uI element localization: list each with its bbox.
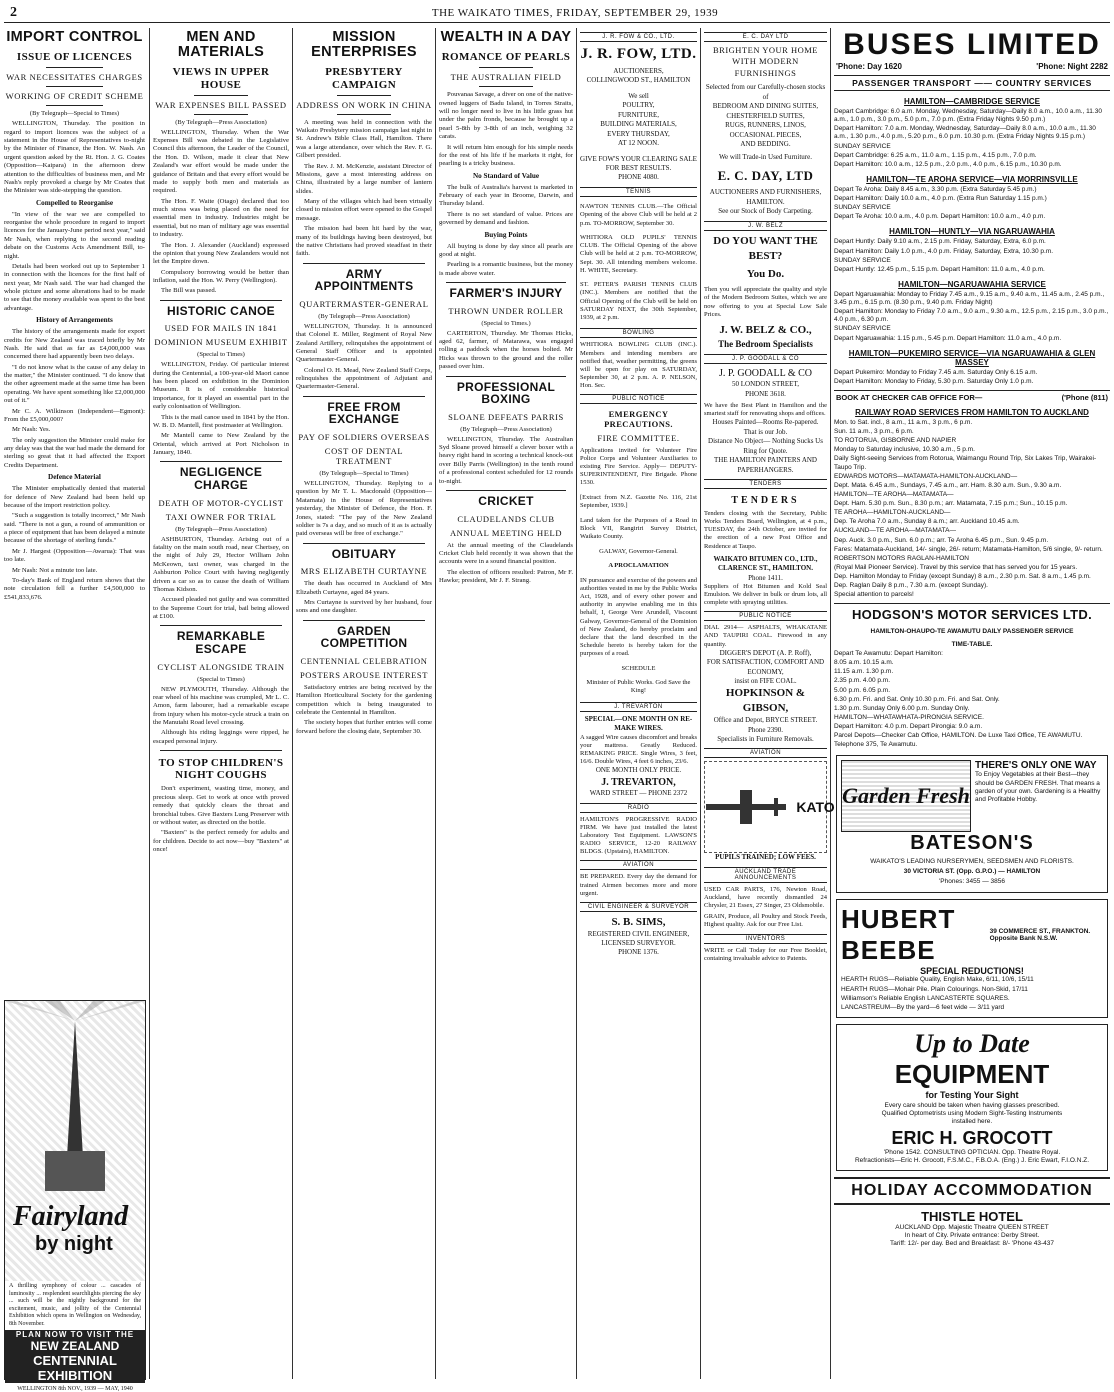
article-body: WELLINGTON, Thursday. Replying to a question by Mr T. L. Macdonald (Opposition—Matamata) in the House of Representatives yesterday, the Minister of Defence, the Hon. F. Jones, stated: "The pay of the New Zealand soldier is 7s a day, and so much of it as is actually paid overseas will be free of exchange." (296, 480, 432, 538)
timetable-line: Mon. to Sat. incl., 8 a.m., 11 a.m., 3 p.m., 6 p.m. (834, 418, 973, 426)
thistle-address: AUCKLAND Opp. Majestic Theatre QUEEN STREET (895, 1223, 1049, 1231)
route-list (834, 97, 1110, 386)
thistle-detail: In heart of City. Private entrance: Derby Street. (904, 1231, 1040, 1239)
aviation-ad: BE PREPARED. Every day the demand for trained Airmen becomes more and more urgent. (580, 873, 697, 897)
timetable-line: Monday to Saturday inclusive, 10.30 a.m., 5 p.m. (834, 446, 975, 454)
article-body: WELLINGTON, Thursday. When the War Expenses Bill was debated in the Legislative Council this afternoon, the Leader of the Council, the Hon. D. Wilson, made it clear that New Zealand's war effort would be made under the guidance of Britain and that every effort would be made to supply both men and materials as required. The Hon. F. Waite (Otago) declared that too much stress was being placed on the need for essential men in industry. Industries might be essential, but no man of military age was essential to industry. The Hon. J. Alexander (Auckland) expressed the opinion that young New Zealanders would not let the Empire down. Compulsory borrowing would be better than inflation, said the Hon. W. Perry (Wellington). The Bill was passed. (153, 128, 289, 295)
article-body: WELLINGTON, Thursday. It is announced that Colonel E. Miller, Regiment of Royal New Zealand Artillery, relinquishes the appointment of General Staff Officer and is appointed Quartermaster-General. Colonel O. H. Mead, New Zealand Staff Corps, relinquishes the appointment of Adjutant and Quartermaster-General. (296, 322, 432, 391)
route-line: Depart Huntly: Daily 9.10 a.m., 2.15 p.m. Friday, Saturday, Extra, 6.0 p.m. (834, 238, 1046, 246)
route-line: Depart Ngaruawahia: 1.15 p.m., 5.45 p.m. Depart Hamilton: 11.0 a.m., 4.0 p.m. (834, 334, 1062, 342)
bowling-notice: WHITIORA BOWLING CLUB (INC.). Members and intending members are notified that, weather permitting, the greens will be open for play on SATURDAY, September 30, at 2 p.m. A. P. NELSON, Hon. Sec. (580, 341, 697, 390)
timetable-line: (Royal Mail Pioneer Service). Travel by this service that has served you for 15 years. (834, 563, 1078, 571)
section-label: AUCKLAND TRADE ANNOUNCEMENTS (704, 867, 827, 883)
ad-label: J. R. FOW & CO., LTD. (580, 32, 697, 42)
fow-ad: AUCTIONEERS, COLLINGWOOD ST., HAMILTON We sell POULTRY, FURNITURE, BUILDING MATERIALS, EVERY THURSDAY, AT 12 NOON. GIVE FOW'S YOUR CLEARING SALE FOR BEST RESULTS. PHONE 4080. (580, 67, 697, 182)
timetable-line: AUCKLAND—TE AROHA—MATAMATA— (834, 527, 956, 535)
column-import-control (4, 28, 145, 993)
column-rule (149, 28, 150, 1379)
section-label: TENDERS (704, 479, 827, 489)
subheadline: PAY OF SOLDIERS OVERSEAS (298, 432, 430, 442)
searchlight-tower-icon (5, 1001, 145, 1201)
timetable-line: Sun. 11 a.m., 3 p.m., 6 p.m. (834, 428, 914, 435)
subheadline: ROMANCE OF PEARLS (441, 51, 571, 64)
ad-label: J. W. BELZ (704, 221, 827, 231)
airplane-illustration: KATO (704, 761, 827, 853)
headline: TO STOP CHILDREN'S NIGHT COUGHS (158, 757, 284, 782)
timetable-line: Dep. Auck. 3.0 p.m., Sun. 6.0 p.m.; arr. Te Aroha 6.45 p.m., Sun. 9.45 p.m. (834, 536, 1049, 544)
route-title: HAMILTON—NGARUAWAHIA SERVICE (898, 279, 1046, 289)
route-line: Depart Hamilton: Monday to Friday, 5.30 p.m. Saturday Only 1.0 p.m. (834, 377, 1034, 385)
timetable-line: Depart Hamilton: 4.0 p.m. Depart Pirongia: 9.0 a.m. (834, 723, 983, 731)
credit-line: (Special to Times) (197, 351, 245, 359)
tennis-notices: NAWTON TENNIS CLUB.—The Official Opening of the above Club will be held at 2 p.m. TO-MORROW, September 30. WHITIORA OLD PUPILS' TENNIS CLUB. The Official Opening of the above Club will be held at 2 p.m. TO-MORROW, Sept. 30. All intending members welcome. H. WHITE, Secretary. ST. PETER'S PARISH TENNIS CLUB (INC.). Members are notified that the Official Opening of the Club will be held on SATURDAY NEXT, the 30th September, 1939, at 2 p.m. (580, 203, 697, 321)
bateson-ad: Garden Fresh THERE'S ONLY ONE WAY To Enjoy Vegetables at their Best—they should be GARDEN FRESH. That means a garden of your own. Gardening is a Healthy and Profitable Hobby. BATESON'S WAIKATO'S LEADING NURSERYMEN, SEEDSMEN AND FLORISTS. 30 VICTORIA ST. (Opp. G.P.O.) — HAMILTON 'Phones: 3455 — 3856 (836, 755, 1108, 893)
article-body: Satisfactory entries are being received by the Hamilton Horticultural Society for the gardening competition which is being inaugurated to celebrate the Centennial in Hamilton. The society hopes that further entries will come forward before the closing date, September 30. (296, 683, 432, 735)
credit-line: (By Telegraph—Press Association) (175, 118, 267, 126)
subheadline: CENTENNIAL CELEBRATION (300, 655, 428, 666)
headline: GARDEN COMPETITION (320, 623, 408, 651)
subheadline: ADDRESS ON WORK IN CHINA (296, 99, 432, 110)
column-buses-and-ads (834, 28, 1110, 1379)
hodgson-subtitle: HAMILTON-OHAUPO-TE AWAMUTU DAILY PASSENGER SERVICE (870, 628, 1074, 636)
ad-label: J. P. GOODALL & CO (704, 354, 827, 364)
thistle-hotel: THISTLE HOTEL (921, 1208, 1023, 1224)
article-body: ASHBURTON, Thursday. Arising out of a fatality on the main south road, near Chertsey, on the night of July 29, Hector William John McKeown, taxi owner, was charged in the Ashburton Police Court with having negligently driven a car so as to cause the death of William Thomas Kidson. Accused pleaded not guilty and was committed to the Supreme Court for trial, bail being allowed at £100. (153, 535, 289, 621)
route-line: Depart Hamilton: Daily 10.0 a.m., 4.0 p.m. (Extra Run Saturday 1.15 p.m.) (834, 195, 1047, 202)
route-line: Depart Cambridge: 6.25 a.m., 11.0 a.m., 1.15 p.m., 4.15 p.m., 7.0 p.m. (834, 151, 1037, 159)
timetable-line: Special attention to parcels! (834, 591, 914, 599)
timetable-line: Dept. Ham. 5.30 p.m. Sun., 8.30 p.m.; arr. Matamata, 7.15 p.m.; Sun., 10.15 p.m. (834, 500, 1068, 507)
route-line: SUNDAY SERVICE (834, 325, 891, 333)
subheadline: THROWN UNDER ROLLER (448, 305, 564, 316)
route-line: SUNDAY SERVICE (834, 204, 891, 212)
garden-fresh-logo: Garden Fresh (841, 760, 971, 832)
article-body: The death has occurred in Auckland of Mrs Elizabeth Curtayne, aged 84 years. Mrs Curtayne is survived by her husband, four sons and one daughter. (296, 580, 432, 615)
timetable-line: Parcel Depots—Checker Cab Office, HAMILTON. De Luxe Taxi Office, TE AWAMUTU. (834, 732, 1083, 740)
tenders-body: Tenders closing with the Secretary, Public Works Tenders Board, Wellington, at 4 p.m., TUESDAY, the 24th October, are invited for the erection of a new Post Office and Residence at Taupo. (704, 510, 827, 550)
subheadline: DOMINION MUSEUM EXHIBIT (154, 337, 288, 348)
by-night-title: by night (35, 1233, 113, 1255)
subheadline: VIEWS IN UPPER HOUSE (172, 66, 270, 91)
ad-label: E. C. DAY LTD (704, 32, 827, 42)
timetable-line: Fares: Matamata-Auckland, 14/- single, 26/- return; Matamata-Hamilton, 5/6 single, 9/- return. (834, 545, 1103, 553)
timetable-line: 8.05 a.m. 10.15 a.m. (834, 659, 894, 667)
belz-ad: DO YOU WANT THE BEST? You Do. Then you will appreciate the quality and style of the Modern Bedroom Suites, which we are now offering to you at Special Low Sale Prices. J. W. BELZ & CO., The Bedroom Specialists (704, 234, 827, 349)
column-rule (830, 28, 831, 1379)
headline: ARMY APPOINTMENTS (314, 266, 414, 294)
timetable-line: Williamson's Reliable English LANCASTERTE SQUARES. (841, 994, 1010, 1002)
credit-line: (By Telegraph—Press Association) (175, 525, 267, 533)
credit-line: (By Telegraph—Press Association) (318, 312, 410, 320)
fow-name: J. R. FOW, LTD. (580, 46, 697, 62)
grocott-optician-ad: Up to Date EQUIPMENT for Testing Your Sight Every care should be taken when having glasses prescribed. Qualified Optometrists using Modern Sight-Testing Instruments installed here. ERIC H. GROCOTT 'Phone 1542. CONSULTING OPTICIAN. Opp. Theatre Royal. Refractionists—Eric H. Grocott, F.S.M.C., F.B.O.A. (Eng.) J. Eric Ewart, F.I.O.N.Z. (836, 1024, 1108, 1171)
timetable-line: HEARTH RUGS—Reliable Quality, English Make, 6/11, 10/6, 15/11 (841, 976, 1034, 984)
hodgson-timetable-label: TIME-TABLE. (951, 641, 993, 649)
timetable-line: EDWARDS MOTORS—MATAMATA-HAMILTON-AUCKLAND— (834, 472, 1018, 480)
route-line: Depart Pukemiro: Monday to Friday 7.45 a.m. Saturday Only 6.15 a.m. (834, 368, 1038, 376)
notice-body: Applications invited for Volunteer Fire Police Corps and Volunteer Auxiliaries to existing Fire Service. Apply— DEPUTY-SUPERINTENDENT, Fire Brigade. Phone 1530. (580, 446, 697, 487)
subheadline: CLAUDELANDS CLUB (457, 513, 555, 524)
credit-line: (Special to Times.) (481, 319, 531, 327)
timetable-line: 5.00 p.m. 6.05 p.m. (834, 686, 891, 694)
subheadline: DEATH OF MOTOR-CYCLIST (158, 497, 284, 508)
route-line: SUNDAY SERVICE (834, 142, 891, 150)
headline: CRICKET (478, 493, 534, 508)
fairyland-title: Fairyland (13, 1201, 129, 1232)
subheadline: PRESBYTERY CAMPAIGN (325, 66, 403, 91)
article-body: NEW PLYMOUTH, Thursday. Although the rear wheel of his machine was crumpled, Mr L. C. Amon, farm labourer, had a remarkable escape from injury when his motor-cycle struck a train on the Manutahi Road level crossing. Although his riding leggings were ripped, he escaped personal injury. (153, 685, 289, 745)
subheadline: POSTERS AROUSE INTEREST (299, 669, 429, 680)
hopkinson-ad: FOR SATISFACTION, COMFORT AND ECONOMY, insist on FIFE COAL. HOPKINSON & GIBSON, Office and Depot, BRYCE STREET. Phone 2390. Specialists in Furniture Removals. (706, 658, 825, 744)
civil-engineer-ad: S. B. SIMS, REGISTERED CIVIL ENGINEER, LICENSED SURVEYOR. PHONE 1376. (587, 915, 690, 957)
ad-label: J. TREVARTON (580, 702, 697, 712)
section-label: INVENTORS (704, 934, 827, 944)
tenders-title: TENDERS (731, 495, 800, 507)
route-line: Depart Hamilton: Daily 1.0 p.m., 4.0 p.m. Friday, Saturday, Extra, 10.30 p.m. (834, 247, 1054, 255)
headline: NEGLIGENCE CHARGE (179, 465, 263, 493)
timetable-line: Telephone 375, Te Awamutu. (834, 741, 918, 749)
section-label: BOWLING (580, 328, 697, 338)
checker-cab: BOOK AT CHECKER CAB OFFICE FOR— ('Phone (811) (836, 392, 1108, 402)
timetable-line: Dep. Hamilton Monday to Friday (except Sunday) 8 a.m., 2.30 p.m. Sat. 8 a.m., 1.45 p.m. (834, 573, 1091, 580)
digger-depot: DIGGER'S DEPOT (A. P. Roff), (719, 648, 812, 657)
timetable-line: Depart Te Awamutu: Depart Hamilton: (834, 650, 943, 658)
route-line: Depart Cambridge: 6.0 a.m. Monday, Wednesday, Saturday—Daily 8.0 a.m., 10.0 a.m., 11.30 a.m., 1.0 p.m., 3.0 p.m., 5.0 p.m., 7.0 p.m. (Extra Friday Nights 9.50 p.m.) (834, 108, 1102, 124)
route-line: Depart Te Aroha: 10.0 a.m., 4.0 p.m. Depart Hamilton: 10.0 a.m., 4.0 p.m. (834, 213, 1046, 221)
notice-title: EMERGENCY PRECAUTIONS. (604, 409, 673, 429)
subheadline: ISSUE OF LICENCES (16, 51, 133, 64)
timetable-line: HAMILTON—TE AROHA—MATAMATA— (834, 490, 954, 498)
timetable-line: TO ROTORUA, GISBORNE AND NAPIER (834, 437, 957, 445)
trevarton-ad: SPECIAL—ONE MONTH ON RE-MAKE WIRES. A sagged Wire causes discomfort and breaks your mattress. Greatly Reduced. REMAKING PRICE. Single Wires, 3 feet, 16/6. Double Wires, 4 feet 6 inches, 23/6. ONE MONTH ONLY PRICE. J. TREVARTON, WARD STREET — PHONE 2372 (580, 715, 697, 798)
credit-line: (By Telegraph—Special to Times) (319, 470, 409, 477)
timetable-line: Dept. Mata. 6.45 a.m., Sundays, 7.45 a.m., arr. Ham. 8.30 a.m. Sun., 9.30 a.m. (834, 481, 1062, 489)
subheadline: CYCLIST ALONGSIDE TRAIN (157, 661, 285, 672)
rail-road-header: RAILWAY ROAD SERVICES FROM HAMILTON TO AUCKLAND (855, 407, 1089, 417)
exhibition-banner: PLAN NOW TO VISIT THE NEW ZEALAND CENTENNIAL EXHIBITION (5, 1330, 145, 1383)
dial-notice: DIAL 2914— ASPHALTS, WHAKATANE AND TAUPIRI COAL. Firewood in any quantity. (704, 624, 827, 648)
timetable-line: ROBERTSON MOTORS RAGLAN-HAMILTON (834, 554, 969, 562)
article-body: A meeting was held in connection with the Waikato Presbytery mission campaign last night in St. Andrew's Bible Class Hall, Hamilton. There was a large attendance, over which the Rev. F. G. Gilbert presided. The Rev. J. M. McKenzie, assistant Director of Missions, gave a most interesting address on China, illustrated by a large number of lantern slides. Many of the villages which had been virtually closed to mission effort were opened to the Gospel message. The mission had been hit hard by the war, many of its buildings having been destroyed, but the native Christians had proved steadfast in their faith. (296, 118, 432, 258)
subheadline: COST OF DENTAL TREATMENT (324, 446, 404, 466)
section-label: AVIATION (580, 860, 697, 870)
route-line: Depart Hamilton: Monday to Friday 7.0 a.m., 9.0 a.m., 9.30 a.m., 12.5 p.m., 2.15 p.m., 3.0 p.m., 4.0 p.m., 6.30 p.m. (834, 308, 1109, 324)
goodall-ad: J. P. GOODALL & CO 50 LONDON STREET, PHONE 3618. We have the Best Plant in Hamilton and the smartest staff for renovating shops and offices. Houses Painted—Rooms Re-papered. That is our Job. Distance No Object— Nothing Sucks Us Ring for Quote. THE HAMILTON PAINTERS AND PAPERHANGERS. (704, 367, 827, 474)
subheadline: WORKING OF CREDIT SCHEME (5, 91, 144, 102)
section-label: AVIATION (704, 748, 827, 758)
headline: MISSION ENTERPRISES (311, 29, 417, 61)
headline: PROFESSIONAL BOXING (456, 379, 556, 407)
hodgson-title: HODGSON'S MOTOR SERVICES LTD. (851, 607, 1093, 623)
article-body: Don't experiment, wasting time, money, and precious sleep. Get to work at once with proved remedy that quickly clears the throat and bronchial tubes. Give Baxters Lung Preserver with or without water, as directed on the bottle. "Baxters" is the perfect remedy for adults and for children. Decide to act now—buy "Baxters" at once! (153, 785, 289, 854)
route-line: Depart Hamilton: 10.0 a.m., 12.5 p.m., 2.0 p.m., 4.0 p.m., 6.15 p.m., 10.30 p.m. (834, 160, 1062, 168)
timetable-line: TE AROHA—HAMILTON-AUCKLAND— (834, 509, 951, 517)
inventors-ad: WRITE or Call Today for our Free Booklet, containing invaluable advice to Patents. (704, 946, 827, 962)
timetable-line: 1.30 p.m. Sunday Only 6.00 p.m. Sunday Only. (834, 704, 970, 712)
headline: OBITUARY (331, 546, 397, 561)
credit-line: (Special to Times) (197, 675, 245, 683)
headline: FARMER'S INJURY (449, 286, 563, 301)
fairyland-exhibition-ad (4, 1000, 146, 1392)
column-rule (700, 28, 701, 1379)
section-label: PUBLIC NOTICE (580, 394, 697, 404)
article-body: At the annual meeting of the Claudelands Cricket Club held recently it was shown that the accounts were in a sound financial position. The election of officers resulted: Patron, Mr F. Hawke; president, Mr J. F. Strang. (439, 541, 573, 585)
subheadline: ANNUAL MEETING HELD (449, 527, 563, 538)
section-label: CIVIL ENGINEER & SURVEYOR (580, 902, 697, 912)
subheadline: QUARTERMASTER-GENERAL (299, 298, 429, 309)
credit-line: (By Telegraph—Special to Times) (29, 110, 120, 118)
article-body: WELLINGTON, Thursday. The position in regard to import licences was the subject of a statement in the House of Representatives to-night by the Minister of Finance, the Hon. W. Nash. An urgent question asked by the Rt. Hon. J. G. Coates (Opposition—Kaipara) in the afternoon drew attention to the difficulties of business men, and Mr Nash's reply provoked a charge by Mr Coates that the Minister was side-stepping the question. Compelled to Reorganise "In view of the war we are compelled to reorganise the whole procedure in regard to import licences for the January-June period next year," said Mr Nash, when replying to the second reading debate on the Customs Acts Amendment Bill, to-night. Details had been worked out up to September 1 in connection with the licences for the first half of next year, Mr Nash said. The war had changed the whole picture and some alterations had to be made to see that the money available was spent to the best advantage. History of Arrangements The history of the arrangements made for export credits for New Zealand was traced briefly by Mr Nash. He said that as far as £4,000,000 was concerned there had apparently been two delays. "I do not know what is the cause of any delay in the matter," the Minister continued. "I do know that the other agreement made at the same time has been operating. We have spent something like £2,000,000 out of it." Mr C. A. Wilkinson (Independent—Egmont): From the £5,000,000? Mr Nash: Yes. The only suggestion the Minister could make for any delay was that the war had made the demand for sterling so great that it had affected the Export Credits Department. Defence Material The Minister emphatically denied that material for defence of New Zealand had been held up because of the import restriction policy. "Such a suggestion is totally incorrect," Mr Nash said. "There is not a gun, a round of ammunition or a piece of equipment that has been delayed a minute because of the shortage of sterling funds." Mr J. Hargest (Opposition—Awarua): That was too late. Mr Nash: Not a minute too late. To-day's Bank of England return shows that the note circulation fell a further £4,500,000 to £541,833,676. (4, 120, 145, 601)
column-classifieds-a (580, 28, 697, 1379)
column-rule (576, 28, 577, 1379)
timetable-line: Dep. Raglan Daily 8 p.m., 7.30 a.m. (except Sunday). (834, 582, 988, 590)
timetable-line: Daily Sight-seeing Services from Rotorua, Waimangu Round Trip, Six Lakes Trip, Wairakei-Taupo Trip. (834, 455, 1097, 471)
route-line: SUNDAY SERVICE (834, 256, 891, 264)
column-rule (435, 28, 436, 1379)
hodgson-timetable (834, 650, 1110, 749)
buses-phones: 'Phone: Day 1620 'Phone: Night 2282 (836, 62, 1108, 71)
section-label: PUBLIC NOTICE (704, 611, 827, 621)
column-mission-enterprises (296, 28, 432, 1379)
subheadline: MRS ELIZABETH CURTAYNE (300, 566, 428, 577)
exhibition-illustration (5, 1001, 145, 1281)
headline: REMARKABLE ESCAPE (176, 629, 266, 656)
masthead (4, 4, 1110, 23)
timetable-line: Dep. Te Aroha 7.0 a.m., Sunday 8 a.m.; arr. Auckland 10.45 a.m. (834, 518, 1020, 526)
article-body: CARTERTON, Thursday. Mr Thomas Hicks, aged 62, farmer, of Matarawa, was engaged rolling a paddock when the horses bolted. Mr Hicks was thrown to the ground and the roller passed over him. (439, 329, 573, 371)
route-title: HAMILTON—PUKEMIRO SERVICE—VIA NGARUAWAHIA & GLEN MASSEY (848, 348, 1096, 367)
subheadline: USED FOR MAILS IN 1841 (164, 323, 278, 334)
subheadline: THE AUSTRALIAN FIELD (450, 72, 562, 83)
airplane-icon (696, 782, 796, 832)
route-line: Depart Hamilton: 7.0 a.m. Monday, Wednesday, Saturday—Daily 8.0 a.m., 10.0 a.m., 11.30 a.m., 1.30 p.m., 4.0 p.m., 5.20 p.m., 6.0 p.m. 10.30 p.m. (Extra Friday Nights 9.15 p.m.) (834, 125, 1096, 141)
timetable-line: 11.15 a.m. 1.30 p.m. (834, 668, 894, 676)
route-title: HAMILTON—HUNTLY—VIA NGARUAWAHIA (889, 227, 1055, 237)
article-body: WELLINGTON, Thursday. The Australian Syd Sloane proved himself a clever boxer with a heavy right hand in scoring a technical knock-out over Billy Parris (Wellington) in the tenth round of a professional contest scheduled for 12 rounds to-night. (439, 435, 573, 485)
page-number: 2 (10, 5, 17, 20)
passenger-transport-header: PASSENGER TRANSPORT —— COUNTRY SERVICES (834, 75, 1110, 91)
headline: FREE FROM EXCHANGE (327, 399, 401, 427)
timetable-line: 6.30 p.m. Fri. and Sat. Only 10.30 p.m. Fri. and Sat. Only. (834, 695, 1000, 703)
subheadline: SLOANE DEFEATS PARRIS (448, 411, 564, 422)
timetable-line: HEARTH RUGS—Mohair Pile. Plain Colourings. Non-Skid, 17/11 (841, 985, 1028, 993)
hubert-beebe-ad: HUBERT BEEBE 39 COMMERCE ST., FRANKTON. Opposite Bank N.S.W. SPECIAL REDUCTIONS! HEARTH RUGS—Reliable Quality, English Make, 6/11, 10/6, 15/11 HEARTH RUGS—Mohair Pile. Plain Colourings. Non-Skid, 17/11 Williamson's Reliable English LANCASTERTE SQUARES. LANCASTREUM—By the yard—6 feet wide — 3/11 yard (836, 899, 1108, 1018)
proclamation: [Extract from N.Z. Gazette No. 116, 21st September, 1939.] Land taken for the Purposes of a Road in Block VII, Rangiriri Survey District, Waikato County. GALWAY, Governor-General. A PROCLAMATION IN pursuance and exercise of the powers and authorities vested in me by the Public Works Act, 1928, and of every other power and authority in anywise enabling me in this behalf, I, George Vere Arundell, Viscount Galway, Governor-General of the Dominion of New Zealand, do hereby proclaim and declare that the land described in the Schedule hereto is hereby taken for the purposes of a road. SCHEDULE Minister of Public Works. God Save the King! (580, 494, 697, 695)
holiday-accommodation-header: HOLIDAY ACCOMMODATION (834, 1177, 1110, 1205)
subheadline: WAR NECESSITATES CHARGES (6, 72, 143, 83)
radio-ad: HAMILTON'S PROGRESSIVE RADIO FIRM. We have just installed the latest Laboratory Test Equipment. LAWSON'S RADIO SERVICE, 12-20 RAILWAY BLDGS. (Upstairs), HAMILTON. (580, 815, 697, 856)
headline: MEN AND MATERIALS (177, 29, 265, 61)
column-wealth-in-a-day (439, 28, 573, 1379)
article-body: WELLINGTON, Friday. Of particular interest during the Centennial, a 100-year-old Maori canoe has been placed on exhibition in the Dominion Museum. It is of considerable historical importance, for it played an essential part in the early colonisation of Wellington. This is the mail canoe used in 1841 by the Hon. W. B. D. Mantell, first postmaster at Wellington. Mr Mantell came to New Zealand by the Oriental, which arrived at Port Nicholson in January, 1840. (153, 361, 289, 457)
section-label: TENNIS (580, 187, 697, 197)
timetable-line: LANCASTREUM—By the yard—6 feet wide — 3/11 yard (841, 1003, 1005, 1011)
headline: WEALTH IN A DAY (440, 29, 572, 45)
route-title: HAMILTON—TE AROHA SERVICE—VIA MORRINSVILLE (866, 174, 1078, 184)
exhibition-dates: WELLINGTON 8th NOV., 1939 — MAY, 1940 (17, 1386, 133, 1392)
column-classifieds-b (704, 28, 835, 1379)
headline: HISTORIC CANOE (167, 303, 275, 318)
section-label: RADIO (580, 803, 697, 813)
bitumen-ad: WAIKATO BITUMEN CO., LTD., CLARENCE ST., HAMILTON. Phone 1411. Suppliers of Hot Bitumen and Kold Seal Emulsion. We deliver in bulk or drum lots, all complete with spraying utilities. (704, 554, 827, 607)
credit-line: (By Telegraph—Press Association) (460, 425, 552, 433)
rail-timetable (834, 419, 1110, 600)
column-men-materials (153, 28, 289, 1379)
timetable-line: HAMILTON—WHATAWHATA-PIRONGIA SERVICE. (834, 713, 984, 721)
route-line: Depart Ngaruawahia: Monday to Friday 7.45 a.m., 9.15 a.m., 9.40 a.m., 11.45 a.m., 2.45 p.m., 3.45 p.m., 6.15 p.m. (8.30 p.m., 9.40 p.m. Friday Night) (834, 290, 1105, 306)
column-rule (292, 28, 293, 1379)
auckland-trade: USED CAR PARTS, 176, Newton Road, Auckland, have recently dismantled 24 Chrysler, 21 Essex, 27 Singer, 23 Oldsmobile. (704, 885, 827, 910)
fairyland-caption: A thrilling symphony of colour ... cascades of luminosity ... resplendent searchlights piercing the sky ... such will be the nightly background for the excitement, music, and jollity of the Centennial Exhibition which opens in Wellington on Wednesday, 8th November. (9, 1283, 141, 1327)
timetable-line: 2.35 p.m. 4.00 p.m. (834, 677, 891, 685)
headline: IMPORT CONTROL (6, 29, 143, 45)
route-line: Depart Huntly: 12.45 p.m., 5.15 p.m. Depart Hamilton: 11.0 a.m., 4.0 p.m. (834, 265, 1045, 273)
subheadline: WAR EXPENSES BILL PASSED (155, 99, 287, 110)
buses-limited-title: BUSES LIMITED (843, 28, 1101, 61)
subheadline: TAXI OWNER FOR TRIAL (165, 511, 277, 522)
thistle-tariff: Tariff: 12/- per day. Bed and Breakfast: 8/- 'Phone 43-437 (890, 1239, 1054, 1247)
ec-day-ad: BRIGHTEN YOUR HOME WITH MODERN FURNISHINGS Selected from our Carefully-chosen stocks of BEDROOM AND DINING SUITES, CHESTERFIELD SUITES, RUGS, RUNNERS, LINOS, OCCASIONAL PIECES, AND BEDDING. We will Trade-in Used Furniture. E. C. DAY, LTD AUCTIONEERS AND FURNISHERS, HAMILTON. See our Stock of Body Carpeting. (705, 45, 826, 216)
pupils-trained: PUPILS TRAINED; LOW FEES. (715, 853, 816, 862)
masthead-title: THE WAIKATO TIMES, FRIDAY, SEPTEMBER 29, 1939 (431, 7, 719, 19)
grain-ad: GRAIN, Produce, all Poultry and Stock Feeds, Highest quality. Ask for our Free List. (704, 913, 827, 929)
route-line: Depart Te Aroha: Daily 8.45 a.m., 3.30 p.m. (Extra Saturday 5.45 p.m.) (834, 185, 1037, 193)
notice-subtitle: FIRE COMMITTEE. (597, 432, 680, 443)
route-title: HAMILTON—CAMBRIDGE SERVICE (903, 97, 1040, 106)
article-body: Pouvanaa Savage, a diver on one of the native-owned luggers of Badu Island, in Torres Straits, will no longer need to live in his little grass hut under the palm fronds, because he brought up a pearl 5-8th by 3-8th of an inch, weighing 32 carats. It will return him enough for his simple needs for the rest of his life if he markets it right, for pearling is a tricky business. No Standard of Value The bulk of Australia's harvest is marketed in February of each year in Broome, Darwin, and Thursday Island. There is no set standard of value. Prices are governed by demand and fashion. Buying Points All buying is done by day since all pearls are good at night. Pearling is a romantic business, but the money is made above water. (439, 91, 573, 277)
